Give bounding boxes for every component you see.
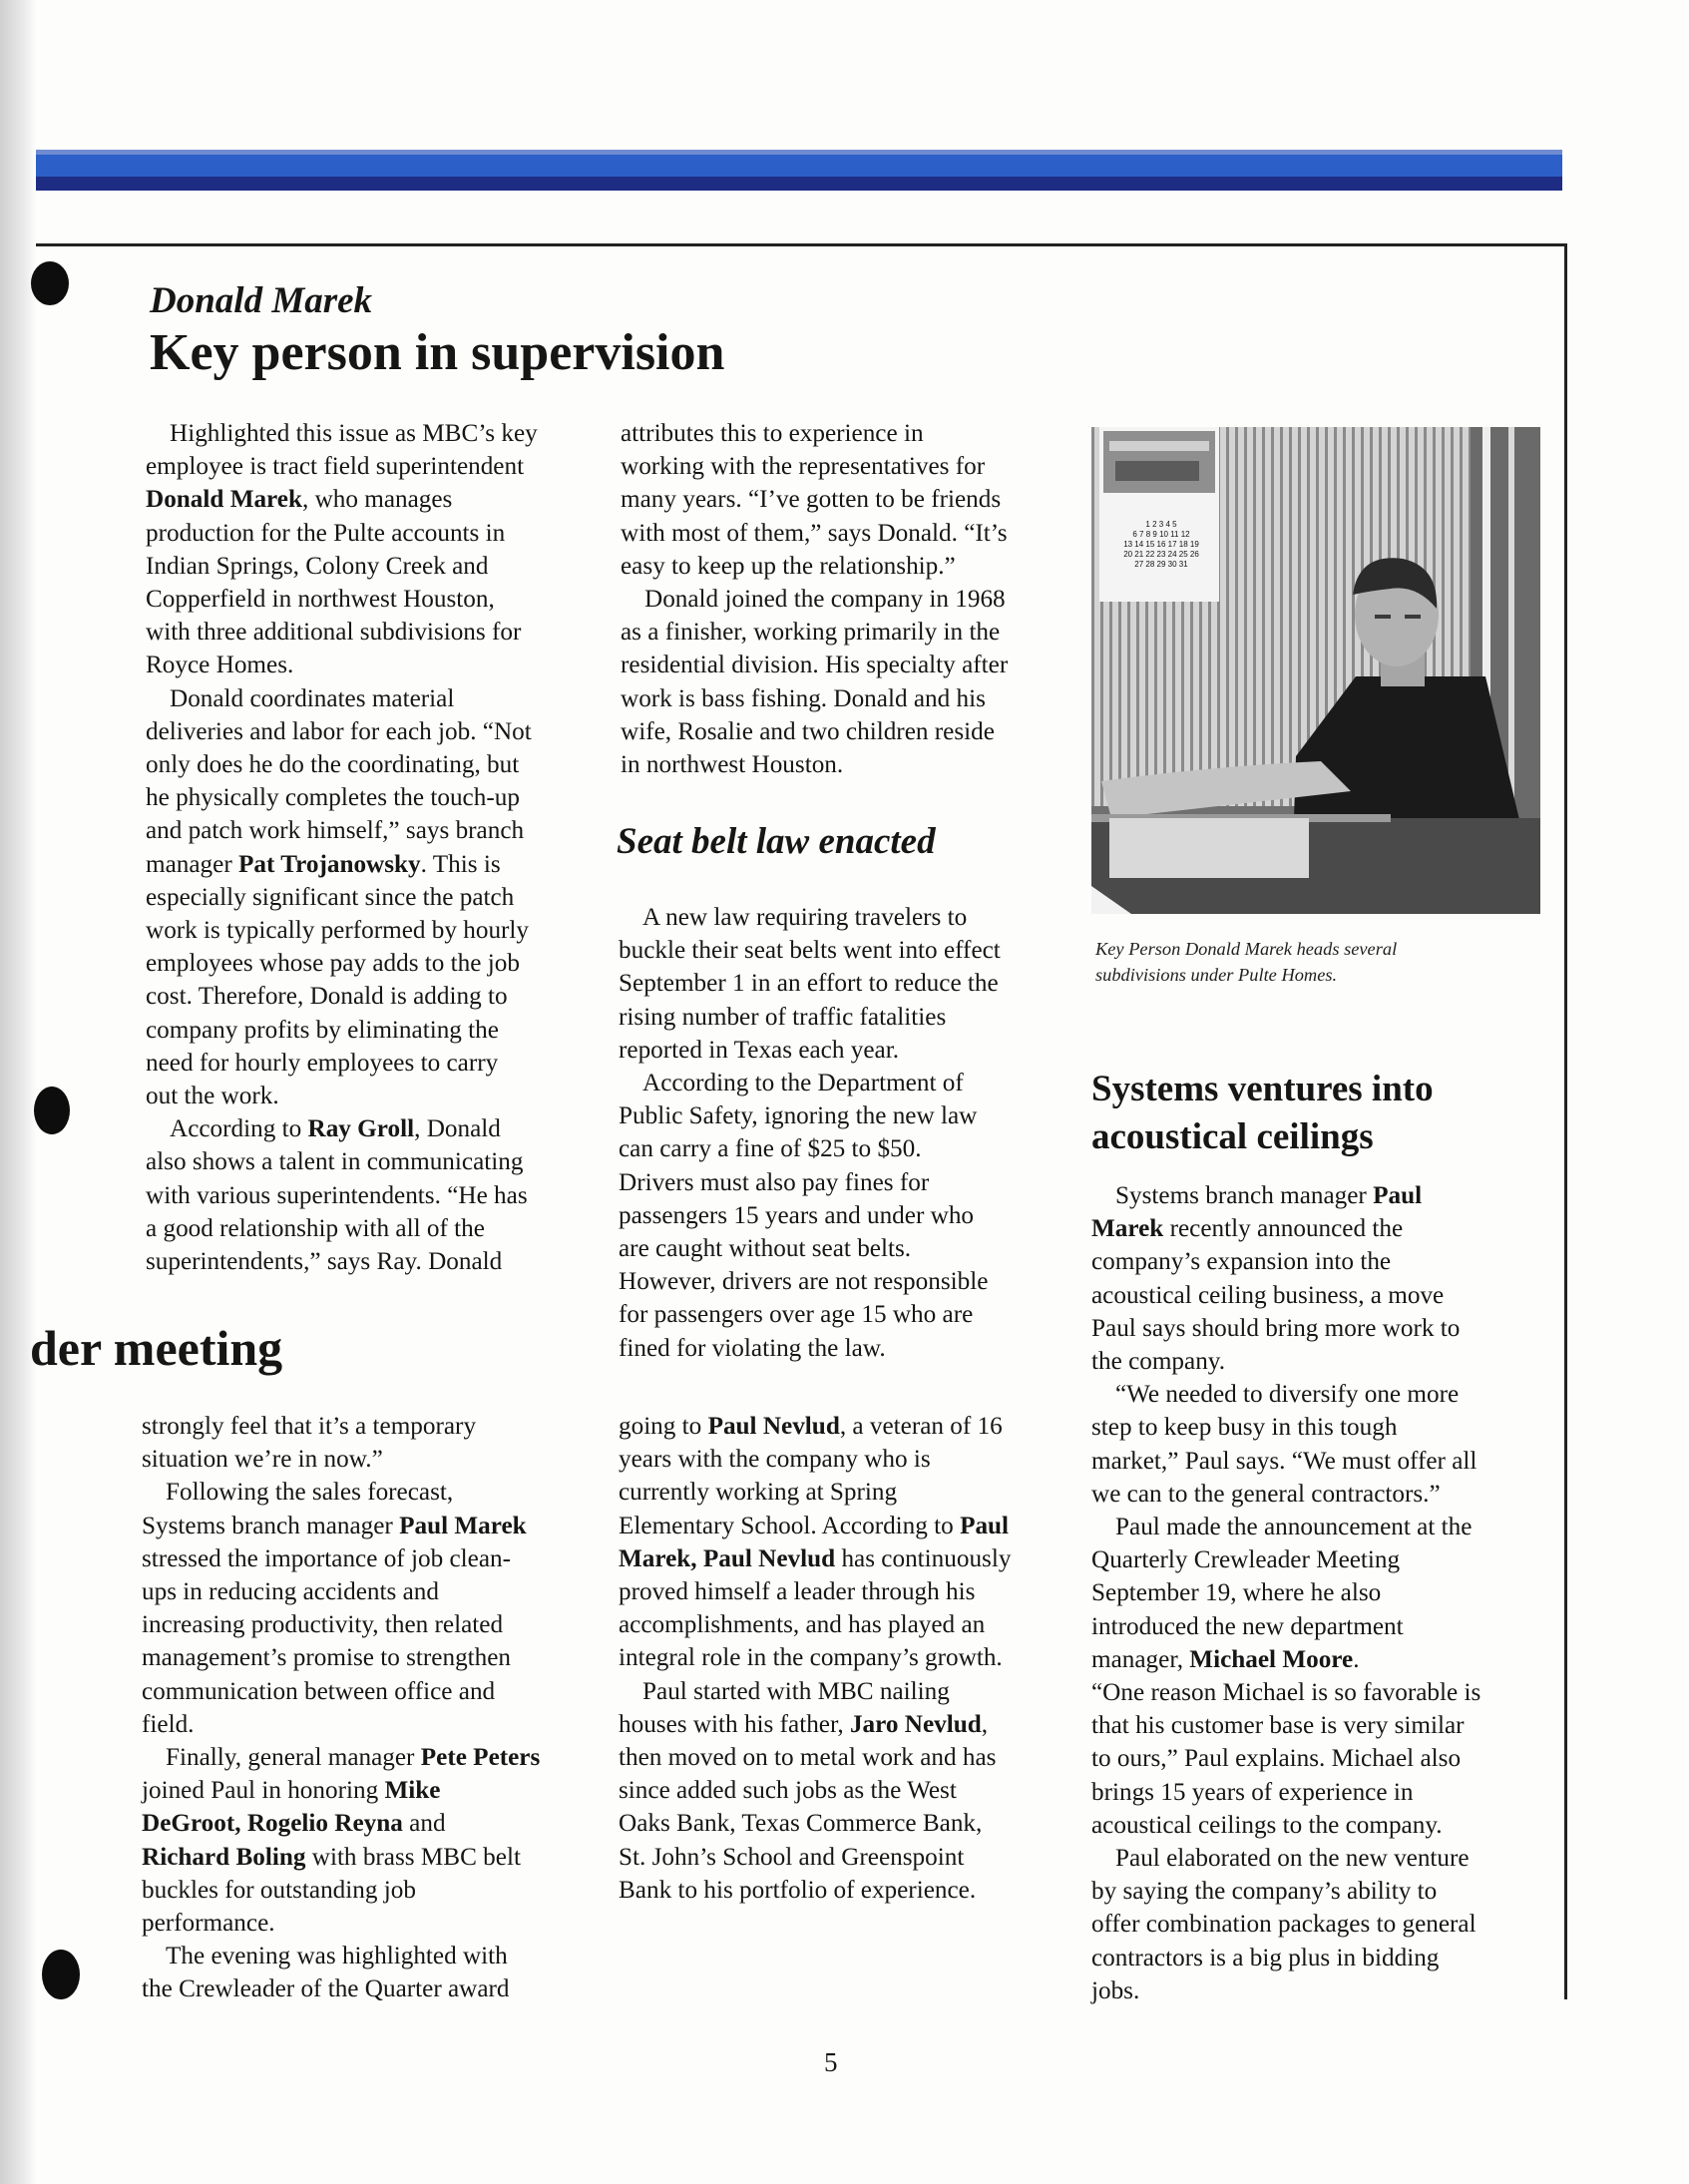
text-line: September 19, where he also [1091, 1579, 1382, 1607]
bold-name: Jaro Nevlud [849, 1710, 982, 1738]
paragraph [619, 1675, 1077, 1907]
article-kicker: Donald Marek [150, 280, 373, 321]
text-line: in northwest Houston. [621, 751, 844, 779]
paragraph [1091, 1676, 1550, 1842]
text-line: employee is tract field superintendent [146, 453, 525, 481]
text-line: since added such jobs as the West [619, 1777, 957, 1805]
text-line: work is bass fishing. Donald and his [621, 684, 986, 712]
punch-hole-top [31, 261, 69, 305]
text-line: deliveries and labor for each job. “Not [146, 717, 532, 745]
text-line [142, 1777, 440, 1804]
text-line: we can to the general contractors.” [1091, 1480, 1441, 1508]
calendar-row: 13 14 15 16 17 18 19 [1123, 540, 1199, 549]
paragraph [142, 1410, 601, 1476]
paragraph [619, 901, 1077, 1067]
paragraph [146, 682, 595, 1113]
text-line: Donald joined the company in 1968 [644, 586, 1006, 614]
text-run: Systems branch manager [142, 1512, 400, 1539]
text-line: communication between office and [142, 1677, 496, 1705]
text-line: field. [142, 1710, 195, 1738]
text-line: Royce Homes. [146, 652, 294, 679]
text-line: especially significant since the patch [146, 883, 515, 911]
text-line: Donald coordinates material [170, 684, 455, 712]
bold-name: Marek [1091, 1215, 1164, 1243]
paragraph [619, 1410, 1077, 1675]
text-run: . [1353, 1645, 1360, 1673]
text-line: he physically completes the touch-up [146, 784, 520, 812]
bold-name: Paul [960, 1512, 1010, 1539]
seatbelt-body [619, 901, 1077, 1365]
text-line: easy to keep up the relationship.” [621, 552, 956, 580]
text-line: can carry a fine of $25 to $50. [619, 1135, 922, 1163]
text-line [170, 1115, 501, 1142]
text-line: buckles for outstanding job [142, 1876, 416, 1904]
text-line: employees whose pay adds to the job [146, 950, 520, 978]
bold-name: Mike [384, 1777, 441, 1805]
text-line: Drivers must also pay fines for [619, 1168, 930, 1196]
punch-hole-bottom [42, 1950, 80, 1999]
text-line: The evening was highlighted with [166, 1943, 508, 1970]
text-line: many years. “I’ve gotten to be friends [621, 486, 1002, 514]
bold-name: Paul Nevlud [707, 1413, 840, 1440]
page-gutter-shadow [0, 0, 36, 2184]
bold-name: Pat Trojanowsky [238, 850, 421, 878]
bold-name: Pete Peters [420, 1744, 541, 1772]
text-line [1091, 1646, 1360, 1673]
text-line: fined for violating the law. [619, 1334, 886, 1362]
systems-heading [1091, 1066, 1510, 1161]
text-line: Oaks Bank, Texas Commerce Bank, [619, 1810, 983, 1838]
text-line: passengers 15 years and under who [619, 1201, 975, 1229]
text-line: with most of them,” says Donald. “It’s [621, 519, 1008, 547]
text-line [142, 1513, 527, 1539]
text-line: working with the representatives for [621, 453, 986, 481]
text-line: offer combination packages to general [1091, 1911, 1477, 1939]
text-line: Quarterly Crewleader Meeting [1091, 1546, 1401, 1574]
text-line: company profits by eliminating the [146, 1016, 499, 1044]
paragraph [1091, 1179, 1550, 1378]
text-line: wife, Rosalie and two children reside [621, 717, 995, 745]
text-line: proved himself a leader through his [619, 1578, 976, 1606]
paragraph [1091, 1511, 1550, 1676]
text-line: buckle their seat belts went into effect [619, 937, 1001, 965]
calendar-row: 1 2 3 4 5 [1145, 520, 1177, 529]
continued-article-title: der meeting [30, 1320, 283, 1376]
text-line: increasing productivity, then related [142, 1611, 504, 1639]
text-line [146, 851, 501, 878]
text-line [619, 1513, 1009, 1539]
paragraph [1091, 1378, 1550, 1511]
bold-name: Ray Groll [307, 1115, 415, 1143]
text-line: that his customer base is very similar [1091, 1712, 1465, 1740]
text-line [619, 1413, 1003, 1440]
text-line: Paul elaborated on the new venture [1115, 1845, 1470, 1873]
text-line: strongly feel that it’s a temporary [142, 1413, 477, 1440]
text-line: with various superintendents. “He has [146, 1181, 528, 1209]
text-run: , Donald [414, 1115, 501, 1143]
text-line: years with the company who is [619, 1446, 931, 1474]
text-line: According to the Department of [642, 1070, 964, 1097]
text-run: Elementary School. According to [619, 1512, 961, 1539]
text-run: Finally, general manager [166, 1744, 421, 1772]
paragraph [1091, 1842, 1550, 2007]
paragraph [146, 417, 595, 682]
text-line: performance. [142, 1910, 275, 1938]
text-run: According to [170, 1115, 308, 1143]
article-column-2 [621, 417, 1069, 781]
text-run: manager [146, 850, 239, 878]
meeting-column-2 [619, 1410, 1077, 1907]
text-line: Paul started with MBC nailing [642, 1677, 950, 1705]
paragraph [619, 1067, 1077, 1365]
text-line [146, 486, 452, 513]
text-line: also shows a talent in communicating [146, 1148, 524, 1176]
text-line: introduced the new department [1091, 1612, 1404, 1640]
bold-name: Richard Boling [142, 1843, 306, 1871]
text-line: market,” Paul says. “We must offer all [1091, 1447, 1478, 1475]
text-line [619, 1711, 988, 1738]
text-run: recently announced the [1163, 1215, 1404, 1243]
text-line [619, 1545, 1011, 1572]
text-line: acoustical ceilings to the company. [1091, 1811, 1443, 1839]
text-line: September 1 in an effort to reduce the [619, 970, 999, 998]
text-line: management’s promise to strengthen [142, 1644, 512, 1672]
bold-name: DeGroot, Rogelio Reyna [142, 1810, 403, 1838]
text-line [1091, 1215, 1403, 1242]
text-run: joined Paul in honoring [142, 1777, 385, 1805]
text-run: manager, [1091, 1645, 1190, 1673]
text-line: brings 15 years of experience in [1091, 1778, 1414, 1806]
text-line: cost. Therefore, Donald is adding to [146, 983, 508, 1011]
text-line: jobs. [1091, 1976, 1140, 2004]
text-line: step to keep busy in this tough [1091, 1414, 1398, 1442]
portrait-photo [1091, 427, 1540, 914]
text-line: integral role in the company’s growth. [619, 1644, 1003, 1672]
text-line: production for the Pulte accounts in [146, 519, 506, 547]
article-column-1 [146, 417, 595, 1278]
calendar-row: 27 28 29 30 31 [1134, 560, 1188, 569]
text-line [1115, 1182, 1422, 1209]
text-line: contractors is a big plus in bidding [1091, 1944, 1440, 1971]
paragraph [142, 1741, 601, 1940]
paragraph [142, 1476, 601, 1741]
text-line: St. John’s School and Greenspoint [619, 1843, 965, 1871]
text-line: and patch work himself,” says branch [146, 817, 525, 845]
text-line: residential division. His specialty after [621, 652, 1009, 679]
header-band-blue [36, 155, 1562, 177]
text-line [142, 1844, 521, 1871]
text-line: for passengers over age 15 who are [619, 1301, 974, 1329]
text-run: has continuously [835, 1544, 1012, 1572]
text-line: company’s expansion into the [1091, 1248, 1392, 1276]
text-line [166, 1744, 540, 1771]
punch-hole-middle [34, 1087, 70, 1134]
calendar-row: 20 21 22 23 24 25 26 [1123, 550, 1199, 559]
text-line: Highlighted this issue as MBC’s key [170, 420, 538, 447]
text-line: Copperfield in northwest Houston, [146, 586, 495, 614]
text-line: “One reason Michael is so favorable is [1091, 1679, 1481, 1707]
seatbelt-heading: Seat belt law enacted [617, 821, 936, 862]
bold-name: Paul [1373, 1182, 1423, 1209]
paragraph [146, 1112, 595, 1278]
text-line: by saying the company’s ability to [1091, 1878, 1438, 1906]
article-title: Key person in supervision [150, 324, 725, 381]
text-line: with three additional subdivisions for [146, 619, 522, 647]
text-line: currently working at Spring [619, 1479, 898, 1507]
text-run: , a veteran of 16 [839, 1413, 1003, 1440]
text-run: houses with his father, [619, 1710, 850, 1738]
text-run: . This is [420, 850, 501, 878]
text-line: attributes this to experience in [621, 420, 924, 447]
bold-name: Paul Marek [399, 1512, 527, 1539]
text-line: situation we’re in now.” [142, 1446, 383, 1474]
text-line: acoustical ceiling business, a move [1091, 1281, 1445, 1309]
text-run: with brass MBC belt [305, 1843, 521, 1871]
frame-rule-right [1564, 243, 1567, 1999]
bold-name: Michael Moore [1189, 1645, 1354, 1673]
text-line: superintendents,” says Ray. Donald [146, 1248, 503, 1276]
text-line: out the work. [146, 1083, 279, 1110]
text-line: then moved on to metal work and has [619, 1744, 997, 1772]
text-line: Bank to his portfolio of experience. [619, 1876, 977, 1904]
text-run: , [981, 1710, 989, 1738]
text-line: A new law requiring travelers to [642, 904, 968, 931]
text-line: need for hourly employees to carry [146, 1049, 499, 1077]
systems-heading-line: acoustical ceilings [1091, 1116, 1374, 1157]
paragraph [621, 583, 1069, 781]
text-run: and [402, 1810, 446, 1838]
text-line: rising number of traffic fatalities [619, 1003, 947, 1031]
meeting-column-1 [142, 1410, 601, 2006]
text-line: Paul made the announcement at the [1115, 1514, 1473, 1541]
text-line: “We needed to diversify one more [1115, 1381, 1460, 1409]
systems-body [1091, 1179, 1550, 2007]
text-run: , who manages [301, 486, 453, 514]
text-line: a good relationship with all of the [146, 1214, 485, 1242]
text-line: only does he do the coordinating, but [146, 751, 520, 779]
text-line: work is typically performed by hourly [146, 917, 530, 945]
page-number: 5 [824, 2047, 838, 2077]
paragraph [621, 417, 1069, 583]
text-line: the company. [1091, 1348, 1226, 1376]
systems-heading-line: Systems ventures into [1091, 1069, 1434, 1109]
text-line: accomplishments, and has played an [619, 1611, 986, 1639]
text-run: going to [619, 1413, 708, 1440]
header-band-navy [36, 177, 1562, 191]
text-line: as a finisher, working primarily in the [621, 619, 1001, 647]
text-line: are caught without seat belts. [619, 1235, 912, 1263]
paragraph [142, 1940, 601, 2005]
text-line [142, 1810, 446, 1837]
photo-caption: Key Person Donald Marek heads several subdivisions under Pulte Homes. [1095, 939, 1398, 985]
text-line: Following the sales forecast, [166, 1479, 454, 1507]
text-line: Paul says should bring more work to [1091, 1314, 1461, 1342]
bold-name: Marek, Paul Nevlud [619, 1544, 836, 1572]
text-line: stressed the importance of job clean- [142, 1544, 511, 1572]
frame-rule-top [36, 243, 1565, 246]
bold-name: Donald Marek [146, 486, 302, 514]
text-line: the Crewleader of the Quarter award [142, 1975, 510, 2003]
text-run: Systems branch manager [1115, 1182, 1374, 1209]
text-line: Indian Springs, Colony Creek and [146, 552, 489, 580]
text-line: to ours,” Paul explains. Michael also [1091, 1745, 1462, 1773]
text-line: Public Safety, ignoring the new law [619, 1102, 978, 1130]
text-line: However, drivers are not responsible [619, 1268, 989, 1296]
text-line: ups in reducing accidents and [142, 1578, 439, 1606]
calendar-row: 6 7 8 9 10 11 12 [1132, 530, 1190, 539]
text-line: reported in Texas each year. [619, 1036, 899, 1064]
